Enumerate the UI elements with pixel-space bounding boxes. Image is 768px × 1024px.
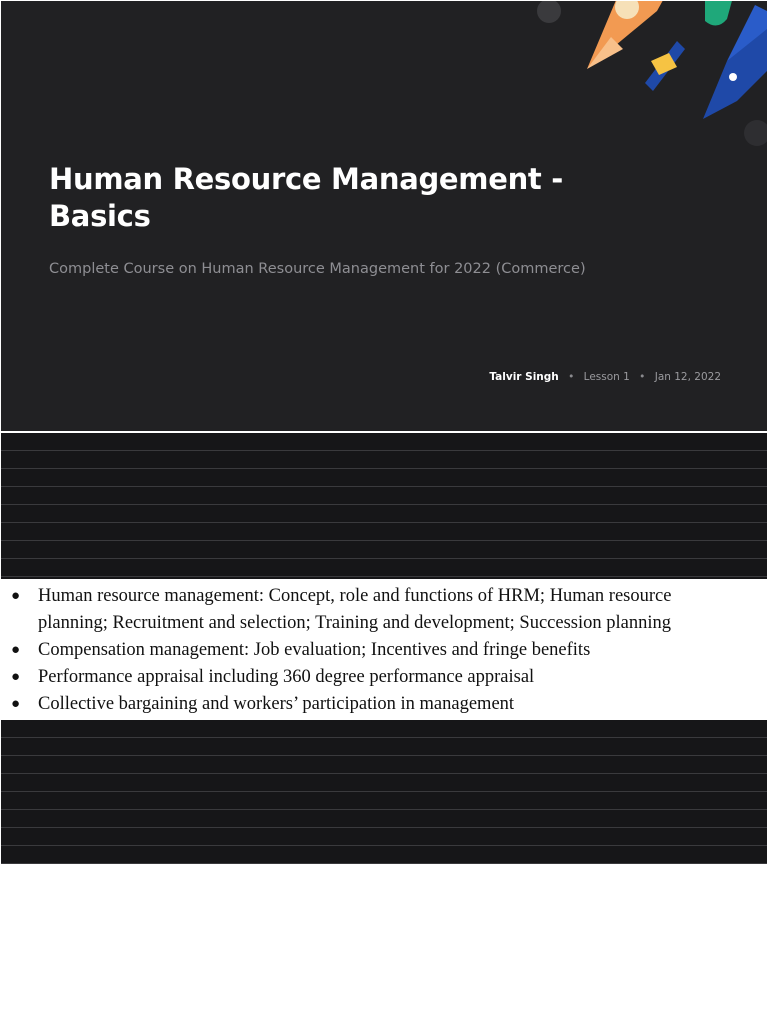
meta-separator: • <box>568 371 575 383</box>
list-item-text: Performance appraisal including 360 degree performance appraisal <box>38 667 535 687</box>
pencil-pen-illustration-icon <box>527 1 767 151</box>
ruled-notes-band-top <box>1 433 767 579</box>
list-item-text: Collective bargaining and workers’ participation in management <box>38 694 515 714</box>
course-subtitle: Complete Course on Human Resource Management for 2022 (Commerce) <box>49 261 586 277</box>
list-item <box>0 583 768 637</box>
list-item <box>0 664 768 691</box>
list-item <box>0 637 768 664</box>
title-slide <box>1 1 767 431</box>
page-title: Human Resource Management - Basics <box>49 162 564 233</box>
bullet-icon: ● <box>11 642 21 658</box>
list-item <box>0 691 768 718</box>
list-item-text: Human resource management: Concept, role and functions of HRM; Human resource planning; Recruitment and selection; Training and development; Succession planning <box>38 586 672 633</box>
ruled-notes-band-bottom <box>1 720 767 864</box>
lesson-date: Jan 12, 2022 <box>654 371 721 383</box>
syllabus-section <box>0 579 768 720</box>
author-name: Talvir Singh <box>489 371 559 383</box>
bullet-icon: ● <box>11 669 21 685</box>
bullet-icon: ● <box>11 588 21 604</box>
meta-separator: • <box>639 371 646 383</box>
lesson-number: Lesson 1 <box>583 371 630 383</box>
syllabus-list <box>0 579 768 718</box>
lesson-meta <box>489 371 721 383</box>
bullet-icon: ● <box>11 696 21 712</box>
list-item-text: Compensation management: Job evaluation; Incentives and fringe benefits <box>38 640 591 660</box>
